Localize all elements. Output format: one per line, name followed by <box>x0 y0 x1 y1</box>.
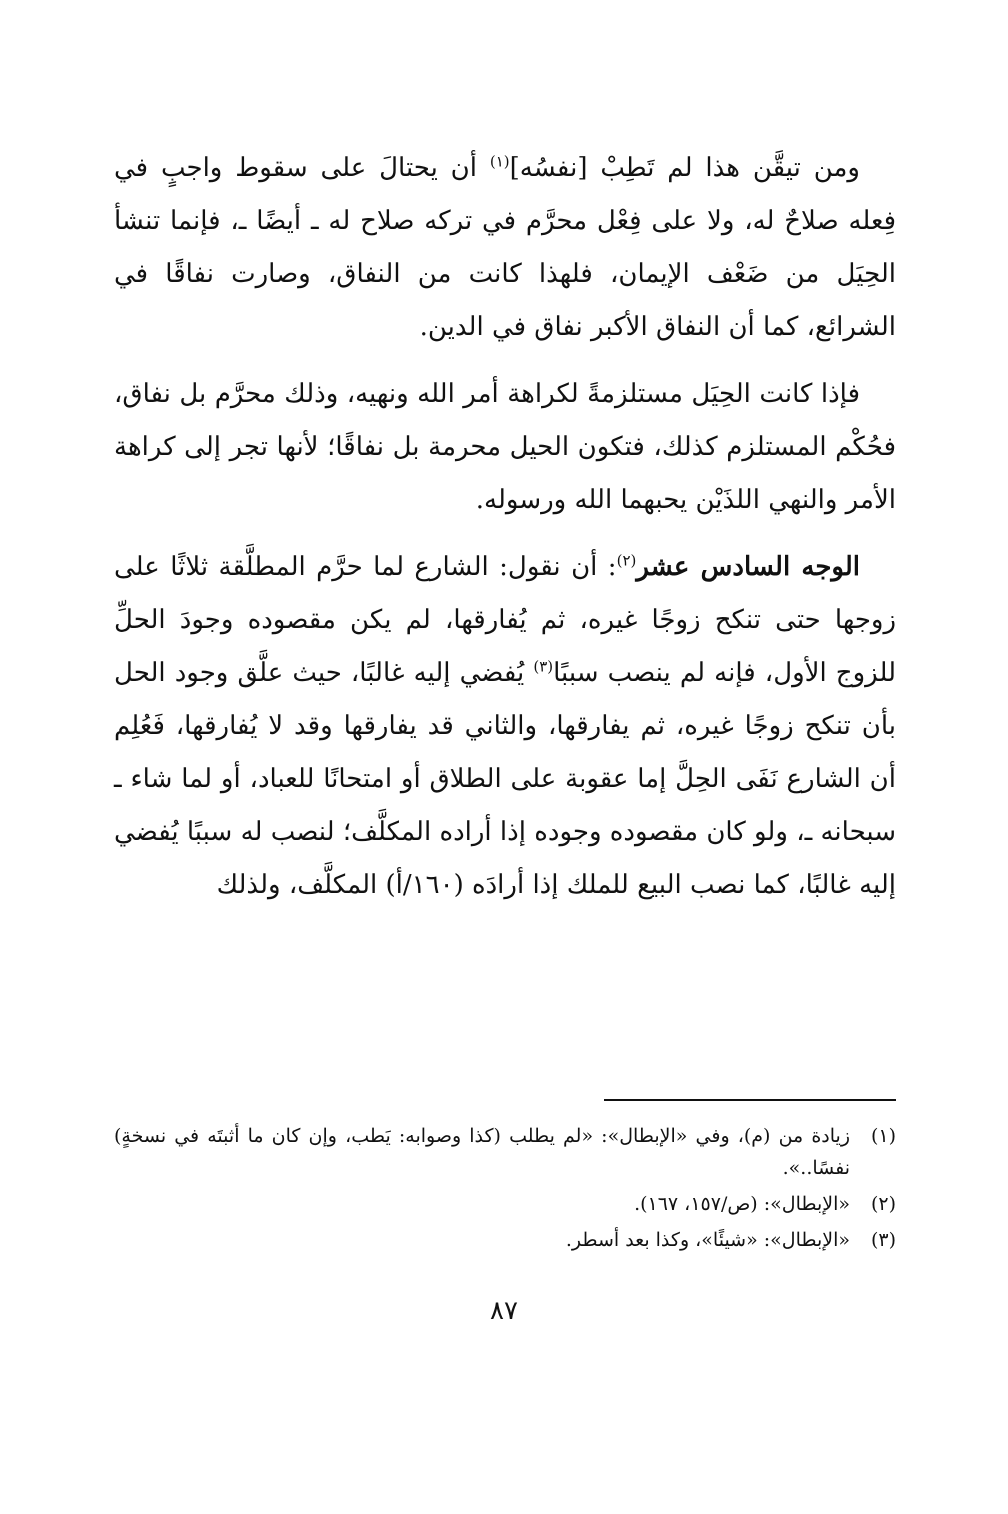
footnote-text: «الإبطال»: (ص/١٥٧، ١٦٧). <box>634 1193 850 1215</box>
main-text <box>114 142 896 912</box>
paragraph-3-part-2: يُفضي إليه غالبًا، حيث علَّق وجود الحل بأن تنكح زوجًا غيره، ثم يفارقها، والثاني قد يفارقها وقد لا يُفارقها، فَعُلِم أن الشارع نَفَى الحِلَّ إما عقوبة على الطلاق أو امتحانًا للعباد، أو لما شاء ـ سبحانه ـ، ولو كان مقصوده وجوده إذا أراده المكلَّف؛ لنصب له سببًا يُفضي إليه غالبًا، كما نصب البيع للملك إذا أرادَه (١٦٠/أ) المكلَّف، ولذلك <box>114 658 896 900</box>
footnote-ref-3: (٣) <box>533 657 554 676</box>
footnotes <box>114 1120 896 1260</box>
paragraph-1 <box>114 142 896 354</box>
page-number: ٨٧ <box>490 1296 518 1326</box>
paragraph-1-part-2: أن يحتالَ على سقوط واجبٍ في فِعله صلاحٌ له، ولا على فِعْل محرَّم في تركه صلاح له ـ أيضًا ـ، فإنما تنشأ الحِيَل من ضَعْف الإيمان، فلهذا كانت من النفاق، وصارت نفاقًا في الشرائع، كما أن النفاق الأكبر نفاق في الدين. <box>114 153 896 342</box>
footnote-1 <box>114 1120 896 1184</box>
paragraph-2: فإذا كانت الحِيَل مستلزمةً لكراهة أمر الله ونهيه، وذلك محرَّم بل نفاق، فحُكْم المستلزم كذلك، فتكون الحيل محرمة بل نفاقًا؛ لأنها تجر إلى كراهة الأمر والنهي اللذَيْن يحبهما الله ورسوله. <box>114 379 896 515</box>
paragraph-3-part-1: : أن نقول: الشارع لما حرَّم المطلَّقة ثلاثًا على زوجها حتى تنكح زوجًا غيره، ثم يُفارقها، لم يكن مقصوده وجودَ الحلِّ للزوج الأول، فإنه لم ينصب سببًا <box>114 552 896 688</box>
footnote-ref-2: (٢) <box>616 551 637 570</box>
footnote-number: (٣) <box>870 1229 896 1251</box>
footnote-text: «الإبطال»: «شيئًا»، وكذا بعد أسطر. <box>565 1229 850 1251</box>
paragraph-1-part-1: ومن تيقَّن هذا لم تَطِبْ [نفسُه] <box>509 153 860 183</box>
footnote-divider <box>604 1099 896 1101</box>
footnote-number: (٢) <box>870 1193 896 1215</box>
footnote-2 <box>114 1188 896 1220</box>
footnote-text: زيادة من (م)، وفي «الإبطال»: «لم يطلب (كذا وصوابه: يَطب، وإن كان ما أثبتَه في نسخةٍ) نفسًا..». <box>114 1125 850 1179</box>
footnote-ref-1: (١) <box>489 152 510 171</box>
footnote-number: (١) <box>870 1125 896 1147</box>
footnote-3 <box>114 1224 896 1256</box>
section-heading: الوجه السادس عشر <box>636 552 861 582</box>
paragraph-3 <box>114 541 896 912</box>
